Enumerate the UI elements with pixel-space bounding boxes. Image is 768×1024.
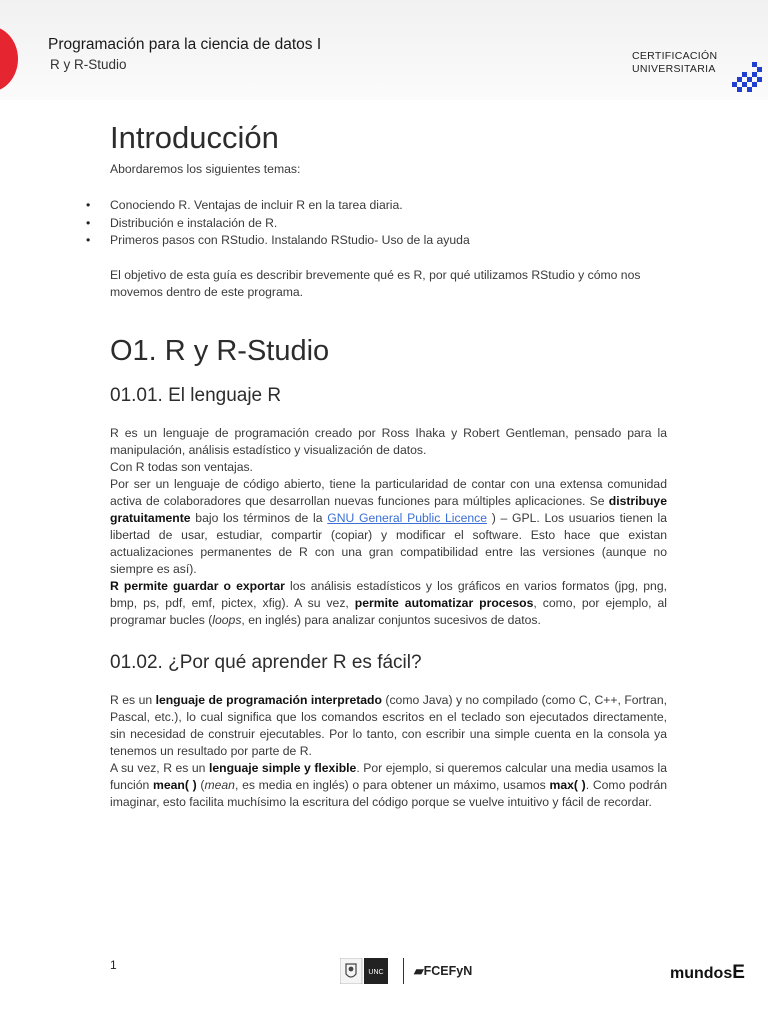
bold-text: R permite guardar o exportar	[110, 578, 285, 593]
intro-heading: Introducción	[110, 120, 279, 155]
cert-pixel-grid-icon	[732, 62, 762, 92]
bold-text: lenguaje de programación interpretado	[155, 692, 382, 707]
bullet-icon: •	[86, 198, 91, 212]
fcefyn-icon: ▰	[414, 964, 424, 978]
paragraph-interpreted: R es un lenguaje de programación interpretado (como Java) y no compilado (como C, C++, Fortran, Pascal, etc.), lo cual significa que los comandos escritos en el teclado son ejecutados directamente, sin necesidad de construir ejecutables. Por lo tanto, con escribir una simple cuenta en la consola ya tenemos un resultado por parte de R.	[110, 692, 667, 758]
brand-red-circle	[0, 26, 18, 92]
bullet-icon: •	[86, 215, 91, 230]
document-body	[86, 120, 668, 811]
subsection-heading-1: 01.01. El lenguaje R	[110, 384, 282, 406]
subsection-heading-2: 01.02. ¿Por qué aprender R es fácil?	[110, 651, 422, 673]
bold-text: permite automatizar procesos	[354, 595, 534, 610]
unc-shield-icon	[340, 958, 388, 984]
topics-list	[86, 197, 667, 250]
certification-label	[632, 50, 717, 76]
code-text: mean( )	[153, 777, 197, 792]
section-heading: O1. R y R-Studio	[110, 334, 330, 367]
paragraph-export: R permite guardar o exportar los análisis estadísticos y los gráficos en varios formatos (jpg, png, bmp, ps, pdf, emf, pictex, xfig). A su vez, permite automatizar procesos, como, por ejemplo, al programar bucles (loops, en inglés) para analizar conjuntos sucesivos de datos.	[110, 578, 668, 627]
code-text: max( )	[549, 777, 586, 792]
cert-line-2: UNIVERSITARIA	[632, 63, 716, 75]
fcefyn-logo: ▰FCEFyN	[414, 964, 473, 978]
logo-divider	[403, 958, 404, 984]
course-title: Programación para la ciencia de datos I	[48, 36, 322, 53]
module-title: R y R-Studio	[50, 57, 127, 72]
list-item: • Primeros pasos con RStudio. Instalando RStudio- Uso de la ayuda	[110, 232, 667, 250]
intro-lead: Abordaremos los siguientes temas:	[110, 162, 301, 176]
bold-text: distribuye gratuitamente	[110, 493, 667, 525]
paragraph-advantages: Con R todas son ventajas.	[110, 459, 253, 474]
intro-objective: El objetivo de esta guía es describir brevemente qué es R, por qué utilizamos RStudio y cómo nos movemos dentro de este programa.	[110, 267, 641, 299]
cert-line-1: CERTIFICACIÓN	[632, 50, 718, 62]
bullet-icon: •	[86, 233, 91, 247]
paragraph-open-source: Por ser un lenguaje de código abierto, tiene la particularidad de contar con una extensa comunidad activa de colaboradores que desarrollan nuevas funciones para múltiples aplicaciones. Se distribuye gratuitamente bajo los términos de la GNU General Public Licence ) – GPL. Los usuarios tienen la libertad de usar, estudiar, compartir (copiar) y modificar el software. Esto hace que existan actualizaciones permanentes de R con una gran compatibilidad entre las versiones (aunque no siempre es así).	[110, 476, 667, 576]
list-item: • Distribución e instalación de R.	[110, 215, 667, 233]
page-header	[0, 0, 768, 100]
page-number: 1	[110, 958, 117, 972]
list-item: • Conociendo R. Ventajas de incluir R en la tarea diaria.	[110, 197, 667, 215]
unc-label: UNC	[368, 969, 384, 976]
gnu-license-link[interactable]: GNU General Public Licence	[327, 510, 487, 525]
mundose-logo: mundosE	[670, 962, 745, 983]
bold-text: lenguaje simple y flexible	[208, 760, 357, 775]
paragraph-simple: A su vez, R es un lenguaje simple y flexible. Por ejemplo, si queremos calcular una media usamos la función mean( ) (mean, es media en inglés) o para obtener un máximo, usamos max( ). Como podrán imaginar, esto facilita muchísimo la escritura del código porque se vuelve intuitivo y fácil de recordar.	[110, 760, 668, 809]
paragraph-r-origin: R es un lenguaje de programación creado por Ross Ihaka y Robert Gentleman, pensado para la manipulación, análisis estadístico y visualización de datos.	[110, 425, 667, 457]
